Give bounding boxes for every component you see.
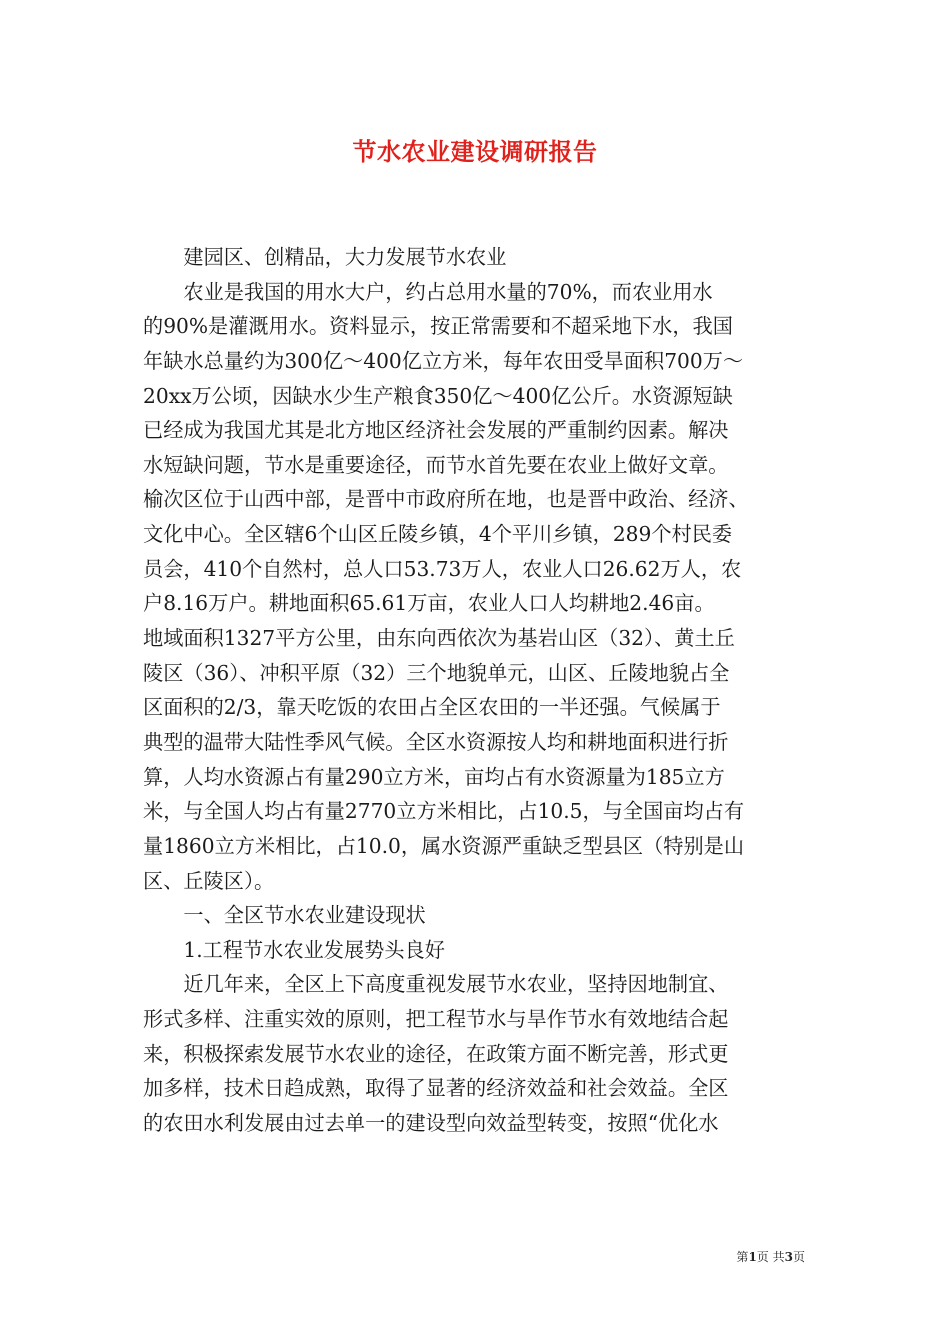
body-line: 区面积的2/3，靠天吃饭的农田占全区农田的一半还强。气候属于 xyxy=(143,695,721,720)
subsection-heading: 1.工程节水农业发展势头良好 xyxy=(143,937,445,962)
footer-middle: 页 共 xyxy=(756,1250,785,1264)
body-line: 陵区（36）、冲积平原（32）三个地貌单元，山区、丘陵地貌占全 xyxy=(143,660,730,685)
body-line: 建园区、创精品，大力发展节水农业 xyxy=(143,245,507,269)
body-line: 算，人均水资源占有量290立方米，亩均占有水资源量为185立方 xyxy=(143,764,725,789)
current-page-number: 1 xyxy=(748,1250,757,1264)
body-line: 区、丘陵区）。 xyxy=(143,868,275,893)
body-line: 年缺水总量约为300亿～400亿立方米，每年农田受旱面积700万～ xyxy=(143,348,744,373)
document-title: 节水农业建设调研报告 xyxy=(352,137,598,166)
body-line: 的90%是灌溉用水。资料显示，按正常需要和不超采地下水，我国 xyxy=(143,314,733,339)
page-number-footer xyxy=(736,1248,805,1265)
body-line: 的农田水利发展由过去单一的建设型向效益型转变，按照“优化水 xyxy=(143,1111,719,1136)
total-pages-number: 3 xyxy=(784,1250,793,1264)
body-line: 农业是我国的用水大户，约占总用水量的70%，而农业用水 xyxy=(143,279,713,304)
body-line: 来，积极探索发展节水农业的途径，在政策方面不断完善，形式更 xyxy=(143,1041,729,1066)
body-line: 形式多样、注重实效的原则，把工程节水与旱作节水有效地结合起 xyxy=(143,1007,729,1032)
footer-prefix: 第 xyxy=(736,1250,749,1264)
body-line: 米，与全国人均占有量2770立方米相比，占10.5，与全国亩均占有 xyxy=(143,799,745,824)
body-line: 水短缺问题，节水是重要途径，而节水首先要在农业上做好文章。 xyxy=(143,452,729,477)
body-line: 员会，410个自然村，总人口53.73万人，农业人口26.62万人，农 xyxy=(143,556,742,581)
body-line: 已经成为我国尤其是北方地区经济社会发展的严重制约因素。解决 xyxy=(143,418,729,443)
footer-suffix: 页 xyxy=(792,1250,805,1264)
body-line: 户8.16万户。耕地面积65.61万亩，农业人口人均耕地2.46亩。 xyxy=(143,591,715,616)
body-line: 20xx万公顷，因缺水少生产粮食350亿～400亿公斤。水资源短缺 xyxy=(143,383,733,408)
body-line: 榆次区位于山西中部，是晋中市政府所在地，也是晋中政治、经济、 xyxy=(143,487,749,512)
body-line: 地域面积1327平方公里，由东向西依次为基岩山区（32）、黄土丘 xyxy=(143,626,735,651)
body-line: 典型的温带大陆性季风气候。全区水资源按人均和耕地面积进行折 xyxy=(143,729,729,754)
body-line: 文化中心。全区辖6个山区丘陵乡镇，4个平川乡镇，289个村民委 xyxy=(143,522,733,547)
body-line: 近几年来，全区上下高度重视发展节水农业，坚持因地制宜、 xyxy=(143,972,729,997)
section-heading: 一、全区节水农业建设现状 xyxy=(143,903,426,928)
body-line: 量1860立方米相比，占10.0，属水资源严重缺乏型县区（特别是山 xyxy=(143,833,745,858)
document-body xyxy=(143,240,807,1141)
body-line: 加多样，技术日趋成熟，取得了显著的经济效益和社会效益。全区 xyxy=(143,1076,729,1101)
